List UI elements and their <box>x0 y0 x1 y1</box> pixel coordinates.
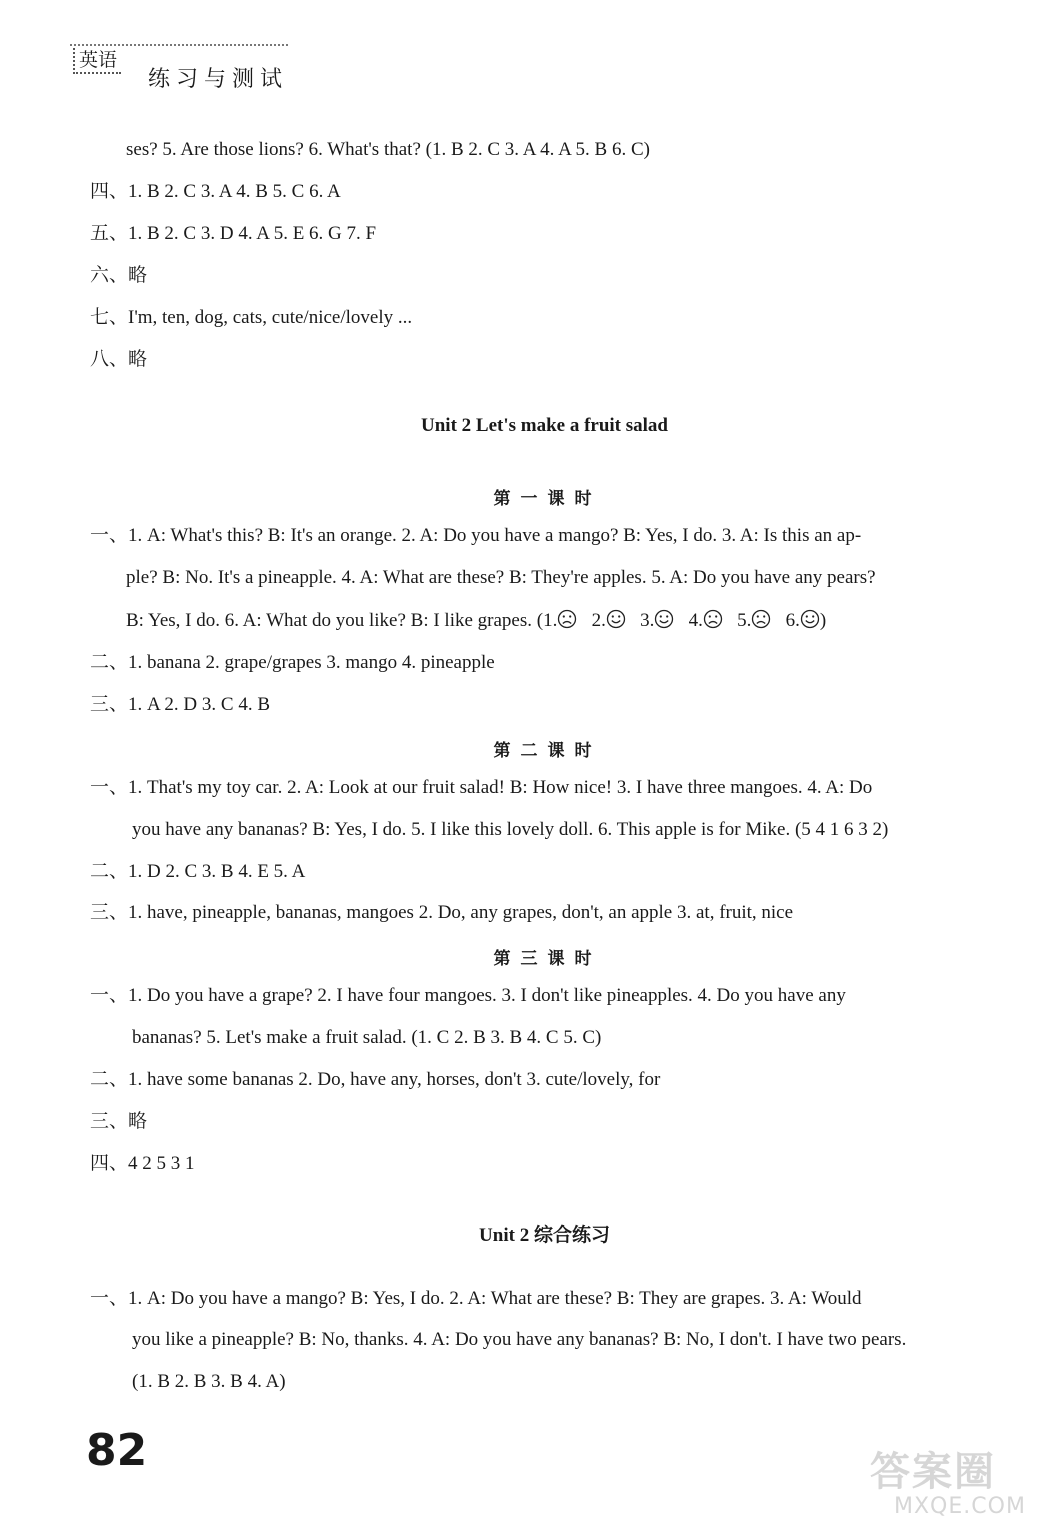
answer-line <box>126 609 826 632</box>
answer-line: you have any bananas? B: Yes, I do. 5. I like this lovely doll. 6. This apple is for Mike. (5 4 1 6 3 2) <box>132 819 889 840</box>
lesson-heading: 第一课时 <box>493 489 602 509</box>
smiley-face-icon <box>654 609 674 629</box>
sad-face-icon <box>751 609 771 629</box>
answer-line: 八、略 <box>90 349 148 370</box>
watermark-logo-text: 答案圈 <box>870 1449 996 1495</box>
subject-label: 英语 <box>73 48 121 74</box>
answer-line: 三、1. A 2. D 3. C 4. B <box>90 694 270 715</box>
answer-line: 一、1. A: What's this? B: It's an orange. 2. A: Do you have a mango? B: Yes, I do. 3. A: Is this an ap- <box>90 525 862 546</box>
answer-line: 二、1. banana 2. grape/grapes 3. mango 4. pineapple <box>90 652 495 673</box>
smiley-number-label: ) <box>819 610 827 631</box>
answer-line: you like a pineapple? B: No, thanks. 4. A: Do you have any bananas? B: No, I don't. I have two pears. <box>132 1329 907 1350</box>
smiley-number-label: 4. <box>674 610 703 631</box>
answer-line: 一、1. That's my toy car. 2. A: Look at our fruit salad! B: How nice! 3. I have three mangoes. 4. A: Do <box>90 777 873 798</box>
smiley-number-label: 3. <box>625 610 655 631</box>
smiley-face-icon <box>606 609 626 629</box>
smiley-answers <box>557 610 826 631</box>
sad-face-icon <box>703 609 723 629</box>
answer-line: 三、略 <box>90 1111 148 1132</box>
answer-line: 三、1. have, pineapple, bananas, mangoes 2. Do, any grapes, don't, an apple 3. at, fruit, nice <box>90 902 794 923</box>
unit-heading: Unit 2 综合练习 <box>479 1225 610 1246</box>
watermark-url: MXQE.COM <box>894 1494 1026 1519</box>
smiley-number-label: 2. <box>577 610 606 631</box>
answer-line: 五、1. B 2. C 3. D 4. A 5. E 6. G 7. F <box>90 223 377 244</box>
answer-line: 一、1. Do you have a grape? 2. I have four mangoes. 3. I don't like pineapples. 4. Do you have any <box>90 985 846 1006</box>
answer-line: ses? 5. Are those lions? 6. What's that? (1. B 2. C 3. A 4. A 5. B 6. C) <box>126 139 650 160</box>
answer-line: 二、1. have some bananas 2. Do, have any, horses, don't 3. cute/lovely, for <box>90 1069 661 1090</box>
sad-face-icon <box>557 609 577 629</box>
answer-line: 四、4 2 5 3 1 <box>90 1153 195 1174</box>
smiley-number-label: 6. <box>771 610 800 631</box>
book-title: 练习与测试 <box>148 67 289 92</box>
answer-line: bananas? 5. Let's make a fruit salad. (1. C 2. B 3. B 4. C 5. C) <box>132 1027 602 1048</box>
unit-heading: Unit 2 Let's make a fruit salad <box>421 415 668 436</box>
answer-text: B: Yes, I do. 6. A: What do you like? B: I like grapes. (1. <box>126 610 558 631</box>
smiley-number-label: 5. <box>722 610 752 631</box>
answer-line: ple? B: No. It's a pineapple. 4. A: What are these? B: They're apples. 5. A: Do you have any pears? <box>126 567 876 588</box>
answer-line: 一、1. A: Do you have a mango? B: Yes, I do. 2. A: What are these? B: They are grapes. 3. A: Would <box>90 1288 862 1309</box>
page-number: 82 <box>86 1425 148 1476</box>
site-watermark <box>870 1440 1050 1530</box>
lesson-heading: 第二课时 <box>493 741 602 761</box>
answer-line: 七、I'm, ten, dog, cats, cute/nice/lovely ... <box>90 307 413 328</box>
lesson-heading: 第三课时 <box>493 949 602 969</box>
answer-line: 四、1. B 2. C 3. A 4. B 5. C 6. A <box>90 181 341 202</box>
answer-line: 六、略 <box>90 265 148 286</box>
answer-line: 二、1. D 2. C 3. B 4. E 5. A <box>90 861 306 882</box>
smiley-face-icon <box>800 609 820 629</box>
page-header <box>70 40 290 100</box>
answer-line: (1. B 2. B 3. B 4. A) <box>132 1371 286 1392</box>
header-dotted-rule <box>70 44 288 46</box>
